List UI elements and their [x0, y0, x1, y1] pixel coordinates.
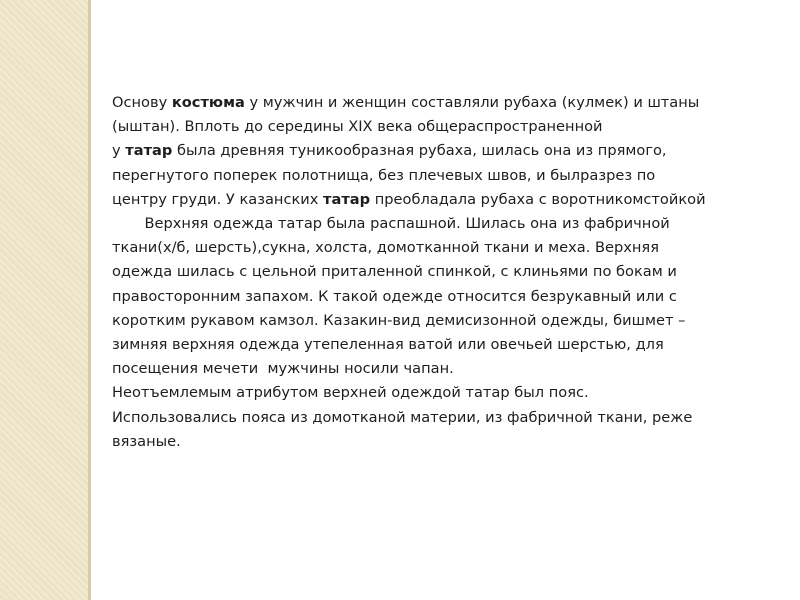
- text-line: Неотъемлемым атрибутом верхней одеждой татар был пояс.: [112, 384, 589, 402]
- text-line: вязаные.: [112, 432, 181, 450]
- text-line: одежда шилась с цельной приталенной спинкой, с клиньями по бокам и: [112, 263, 677, 281]
- text-line: Верхняя одежда татар была распашной. Шилась она из фабричной: [112, 215, 670, 233]
- side-panel-edge: [88, 0, 91, 600]
- decorative-side-panel: [0, 0, 88, 600]
- text-line: правосторонним запахом. К такой одежде относится безрукавный или с: [112, 287, 677, 305]
- text-line: ткани(х/б, шерсть),сукна, холста, домотканной ткани и меха. Верхняя: [112, 239, 659, 257]
- text-line: центру груди. У казанских татар преобладала рубаха с воротникомстойкой: [112, 190, 706, 208]
- text-line: перегнутого поперек полотнища, без плечевых швов, и былразрез по: [112, 166, 656, 184]
- body-text: [112, 91, 772, 454]
- text-line: зимняя верхняя одежда утепеленная ватой или овечьей шерстью, для: [112, 336, 664, 354]
- text-line: Основу костюма у мужчин и женщин составляли рубаха (кулмек) и штаны: [112, 94, 700, 111]
- bold-term-tatar: татар: [125, 142, 173, 160]
- text-line: у татар была древняя туникообразная рубаха, шилась она из прямого,: [112, 142, 667, 160]
- text-line: Использовались пояса из домотканой материи, из фабричной ткани, реже: [112, 408, 693, 426]
- bold-term-tatar: татар: [323, 190, 371, 208]
- bold-term-kostyuma: костюма: [171, 94, 245, 111]
- text-line: (ыштан). Вплоть до середины XIX века общераспространенной: [112, 118, 603, 136]
- text-line: посещения мечети мужчины носили чапан.: [112, 360, 454, 378]
- text-line: коротким рукавом камзол. Казакин-вид демисизонной одежды, бишмет –: [112, 311, 686, 329]
